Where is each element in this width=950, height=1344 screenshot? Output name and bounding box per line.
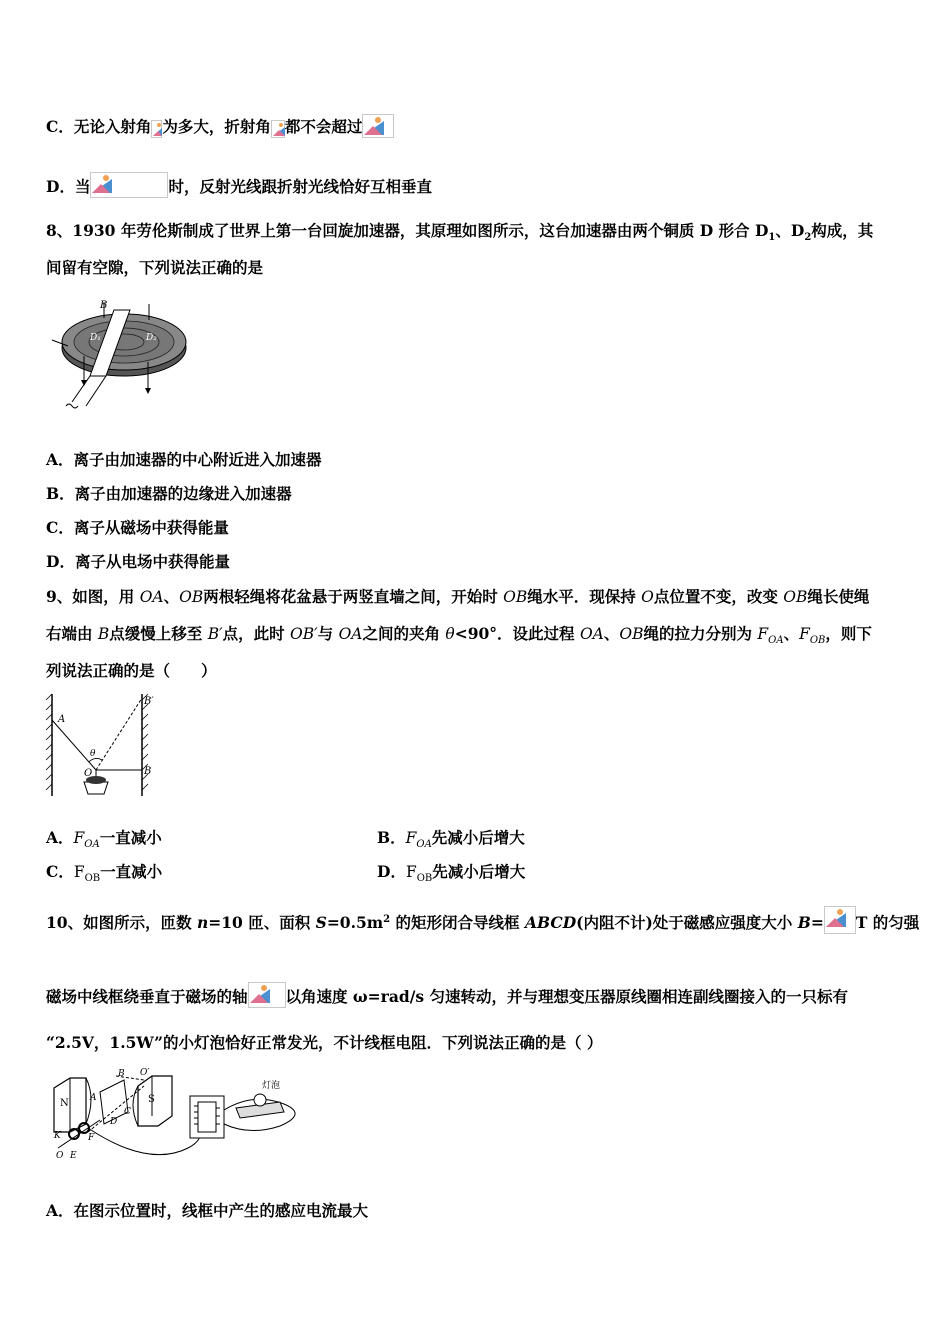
broken-image-icon <box>90 172 168 198</box>
generator-figure <box>48 1066 310 1162</box>
q10-stem-line2: 磁场中线框绕垂直于磁场的轴 以角速度 ω=rad/s 匀速转动，并与理想变压器原线圈相连副线圈接入的一只标有 <box>46 982 848 1008</box>
fig-label-bulb: 灯泡 <box>262 1081 281 1091</box>
fig-label-n: N <box>60 1098 69 1109</box>
q9-option-c: C．$F_{OB}$一直减小 <box>46 862 163 885</box>
q9-stem-line3: 列说法正确的是（ ） <box>46 661 217 680</box>
cyclotron-figure <box>44 296 194 414</box>
q9-option-b: B．$F_{OA}$先减小后增大 <box>377 828 525 851</box>
fig-label-a: A <box>58 714 66 725</box>
fig-label-bprime: B′ <box>144 696 154 707</box>
fig-label-f: F <box>88 1133 95 1143</box>
q9-option-d: D．$F_{OB}$先减小后增大 <box>377 862 526 885</box>
broken-image-icon <box>248 982 286 1008</box>
fig-label-d2: D₂ <box>146 333 157 343</box>
fig-label-d: D <box>110 1117 118 1127</box>
broken-image-icon <box>362 114 394 138</box>
fig-label-s: S <box>148 1094 155 1105</box>
q8-option-b: B．离子由加速器的边缘进入加速器 <box>46 484 292 503</box>
fig-label-k: K <box>54 1131 61 1141</box>
fig-label-a: A <box>90 1093 97 1103</box>
q8-option-a: A．离子由加速器的中心附近进入加速器 <box>46 450 322 469</box>
fig-label-e: E <box>70 1151 77 1161</box>
broken-image-icon <box>271 120 285 138</box>
fig-label-o: O <box>56 1151 64 1161</box>
broken-image-icon <box>824 906 856 934</box>
fig-label-d1: D₁ <box>90 333 101 343</box>
q9-option-a: A．$F_{OA}$一直减小 <box>46 828 162 851</box>
q7-option-c: C．无论入射角 为多大，折射角 都不会超过 <box>46 114 394 138</box>
q10-option-a: A．在图示位置时，线框中产生的感应电流最大 <box>46 1201 369 1220</box>
q8-option-d: D．离子从电场中获得能量 <box>46 552 230 571</box>
q7-option-d: D．当 时，反射光线跟折射光线恰好互相垂直 <box>46 172 432 198</box>
fig-label-b: B <box>100 300 108 311</box>
fig-label-b: B <box>118 1069 125 1079</box>
fig-label-theta: θ <box>90 749 96 759</box>
q10-stem-line3: “2.5V，1.5W”的小灯泡恰好正常发光，不计线框电阻．下列说法正确的是（ ） <box>46 1033 603 1052</box>
fig-label-c: C <box>124 1107 131 1117</box>
q8-option-c: C．离子从磁场中获得能量 <box>46 518 229 537</box>
fig-label-oprime: O′ <box>140 1068 150 1078</box>
flowerpot-figure <box>44 690 164 802</box>
q8-stem-line1: 8、1930 年劳伦斯制成了世界上第一台回旋加速器，其原理如图所示，这台加速器由两个铜质 D 形合 $D_1$、$D_2$构成，其 <box>46 221 874 244</box>
q8-stem-line2: 间留有空隙，下列说法正确的是 <box>46 258 264 277</box>
fig-label-o: O <box>84 768 93 779</box>
q9-stem-line2: 右端由 B点缓慢上移至 B′点，此时 OB′与 OA之间的夹角 θ<90°．设此过程 OA、OB绳的拉力分别为 $F_{OA}$、$F_{OB}$，则下 <box>46 624 872 647</box>
q10-stem-line1: 10、如图所示，匝数 n=10 匝、面积 $S=0.5m^2$ 的矩形闭合导线框 ABCD(内阻不计)处于磁感应强度大小 B= T 的匀强 <box>46 906 919 934</box>
broken-image-icon <box>151 120 162 138</box>
fig-label-b: B <box>144 766 152 777</box>
q9-stem-line1: 9、如图，用 OA、OB两根轻绳将花盆悬于两竖直墙之间，开始时 OB绳水平．现保持 O点位置不变，改变 OB绳长使绳 <box>46 587 870 606</box>
